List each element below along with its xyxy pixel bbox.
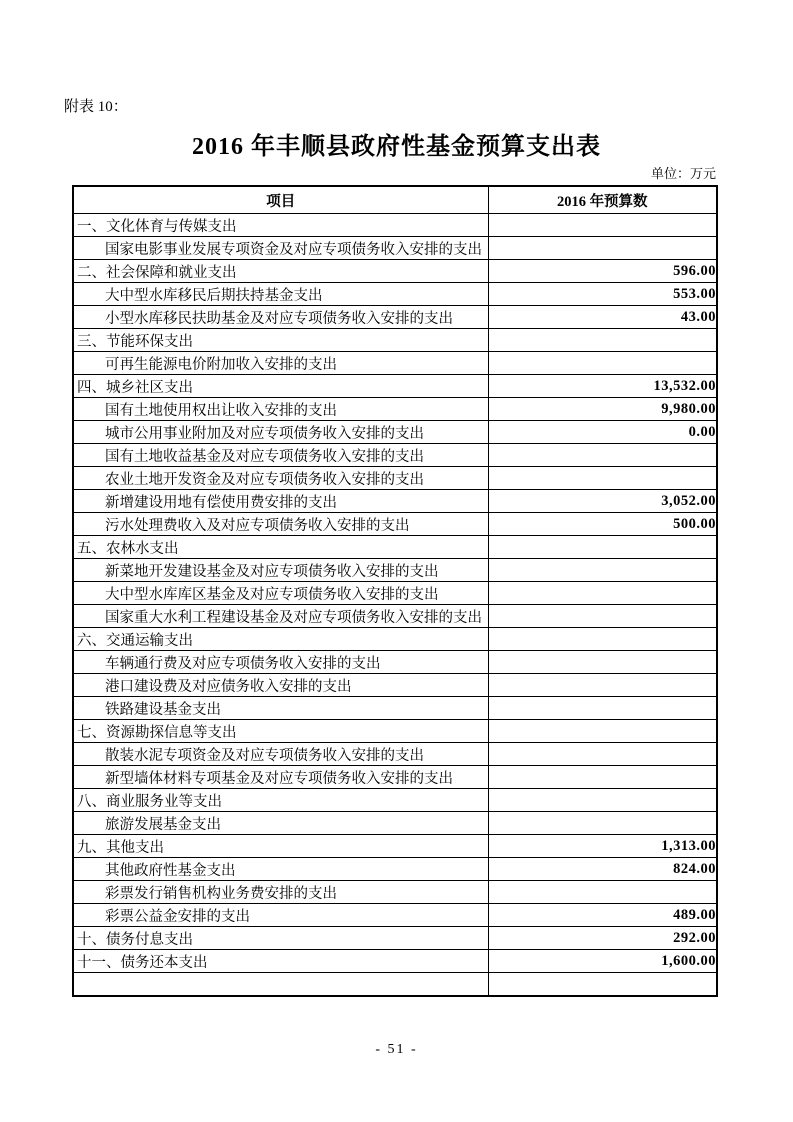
budget-value-cell [488, 214, 717, 237]
budget-value-cell: 13,532.00 [488, 375, 717, 398]
table-row [73, 881, 717, 904]
item-cell: 十、债务付息支出 [73, 927, 488, 950]
budget-value-cell: 1,600.00 [488, 950, 717, 973]
budget-value-cell [488, 559, 717, 582]
table-row [73, 559, 717, 582]
table-row [73, 582, 717, 605]
item-cell: 六、交通运输支出 [73, 628, 488, 651]
page-title: 2016 年丰顺县政府性基金预算支出表 [192, 134, 601, 160]
item-cell: 一、文化体育与传媒支出 [73, 214, 488, 237]
page-number: - 51 - [375, 1042, 418, 1057]
item-cell: 五、农林水支出 [73, 536, 488, 559]
table-body [73, 214, 717, 997]
budget-value-cell: 3,052.00 [488, 490, 717, 513]
table-row [73, 927, 717, 950]
table-row [73, 904, 717, 927]
item-cell: 九、其他支出 [73, 835, 488, 858]
budget-value-cell [488, 881, 717, 904]
table-empty-row [73, 973, 717, 997]
column-header-item: 项目 [73, 186, 488, 214]
budget-value-cell [488, 352, 717, 375]
table-row [73, 513, 717, 536]
item-cell: 旅游发展基金支出 [73, 812, 488, 835]
budget-value-cell: 43.00 [488, 306, 717, 329]
item-cell: 国有土地使用权出让收入安排的支出 [73, 398, 488, 421]
item-cell: 十一、债务还本支出 [73, 950, 488, 973]
table-row [73, 375, 717, 398]
table-row [73, 352, 717, 375]
item-cell: 大中型水库库区基金及对应专项债务收入安排的支出 [73, 582, 488, 605]
item-cell: 其他政府性基金支出 [73, 858, 488, 881]
table-row [73, 283, 717, 306]
budget-value-cell: 1,313.00 [488, 835, 717, 858]
table-row [73, 421, 717, 444]
budget-value-cell: 9,980.00 [488, 398, 717, 421]
table-row [73, 697, 717, 720]
item-cell: 小型水库移民扶助基金及对应专项债务收入安排的支出 [73, 306, 488, 329]
budget-value-cell [488, 674, 717, 697]
table-row [73, 766, 717, 789]
item-cell: 彩票公益金安排的支出 [73, 904, 488, 927]
budget-value-cell [488, 743, 717, 766]
table-header-row [73, 186, 717, 214]
budget-value-cell: 553.00 [488, 283, 717, 306]
item-cell: 车辆通行费及对应专项债务收入安排的支出 [73, 651, 488, 674]
budget-value-cell [488, 720, 717, 743]
budget-value-cell: 500.00 [488, 513, 717, 536]
table-row [73, 490, 717, 513]
item-cell: 散装水泥专项资金及对应专项债务收入安排的支出 [73, 743, 488, 766]
item-cell: 彩票发行销售机构业务费安排的支出 [73, 881, 488, 904]
budget-value-cell [488, 536, 717, 559]
budget-table [72, 185, 718, 997]
annex-label: 附表 10： [64, 99, 128, 115]
item-cell: 国有土地收益基金及对应专项债务收入安排的支出 [73, 444, 488, 467]
item-cell: 四、城乡社区支出 [73, 375, 488, 398]
item-cell: 国家电影事业发展专项资金及对应专项债务收入安排的支出 [73, 237, 488, 260]
budget-value-cell: 0.00 [488, 421, 717, 444]
table-row [73, 467, 717, 490]
item-cell [73, 973, 488, 997]
table-row [73, 329, 717, 352]
column-header-budget: 2016 年预算数 [488, 186, 717, 214]
budget-value-cell: 824.00 [488, 858, 717, 881]
budget-value-cell [488, 582, 717, 605]
table-row [73, 628, 717, 651]
budget-value-cell [488, 467, 717, 490]
item-cell: 七、资源勘探信息等支出 [73, 720, 488, 743]
table-row [73, 743, 717, 766]
item-cell: 国家重大水利工程建设基金及对应专项债务收入安排的支出 [73, 605, 488, 628]
budget-value-cell [488, 444, 717, 467]
unit-note: 单位：万元 [650, 166, 716, 181]
table-row [73, 605, 717, 628]
budget-value-cell: 596.00 [488, 260, 717, 283]
table-row [73, 260, 717, 283]
item-cell: 新菜地开发建设基金及对应专项债务收入安排的支出 [73, 559, 488, 582]
budget-value-cell [488, 605, 717, 628]
item-cell: 大中型水库移民后期扶持基金支出 [73, 283, 488, 306]
item-cell: 污水处理费收入及对应专项债务收入安排的支出 [73, 513, 488, 536]
budget-value-cell: 489.00 [488, 904, 717, 927]
budget-value-cell [488, 329, 717, 352]
item-cell: 八、商业服务业等支出 [73, 789, 488, 812]
table-row [73, 398, 717, 421]
table-row [73, 237, 717, 260]
table-row [73, 674, 717, 697]
item-cell: 三、节能环保支出 [73, 329, 488, 352]
table-row [73, 720, 717, 743]
item-cell: 港口建设费及对应债务收入安排的支出 [73, 674, 488, 697]
table-row [73, 858, 717, 881]
item-cell: 可再生能源电价附加收入安排的支出 [73, 352, 488, 375]
table-row [73, 950, 717, 973]
budget-value-cell [488, 651, 717, 674]
budget-value-cell [488, 766, 717, 789]
budget-value-cell: 292.00 [488, 927, 717, 950]
budget-value-cell [488, 973, 717, 997]
table-row [73, 444, 717, 467]
budget-value-cell [488, 812, 717, 835]
table-row [73, 214, 717, 237]
table-row [73, 306, 717, 329]
budget-value-cell [488, 628, 717, 651]
table-row [73, 812, 717, 835]
table-row [73, 536, 717, 559]
item-cell: 新型墙体材料专项基金及对应专项债务收入安排的支出 [73, 766, 488, 789]
item-cell: 二、社会保障和就业支出 [73, 260, 488, 283]
table-row [73, 835, 717, 858]
item-cell: 农业土地开发资金及对应专项债务收入安排的支出 [73, 467, 488, 490]
item-cell: 铁路建设基金支出 [73, 697, 488, 720]
item-cell: 城市公用事业附加及对应专项债务收入安排的支出 [73, 421, 488, 444]
table-row [73, 651, 717, 674]
budget-value-cell [488, 697, 717, 720]
table-row [73, 789, 717, 812]
item-cell: 新增建设用地有偿使用费安排的支出 [73, 490, 488, 513]
budget-value-cell [488, 237, 717, 260]
budget-value-cell [488, 789, 717, 812]
